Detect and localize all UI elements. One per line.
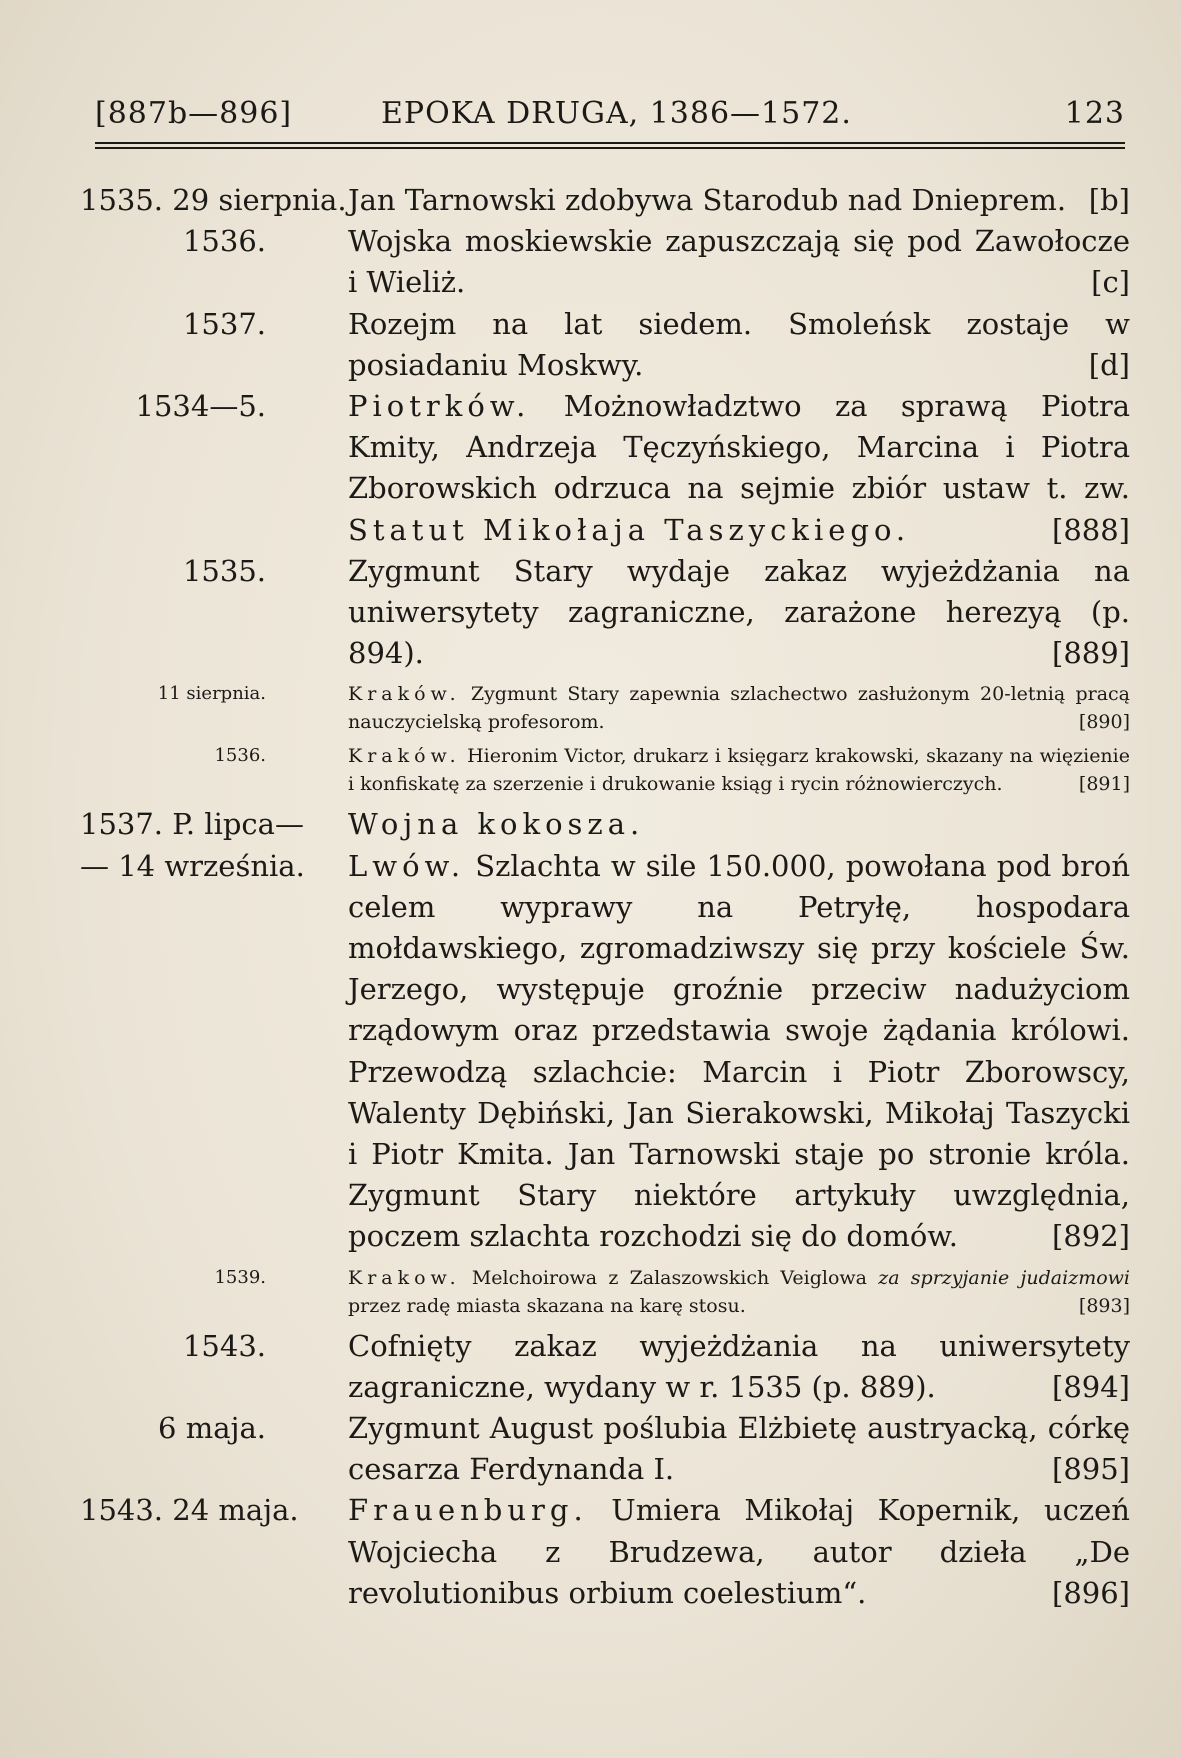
entry-ref: [890] (1078, 711, 1130, 734)
entry-date: 1539. (214, 1266, 266, 1288)
header-rule-bottom (95, 147, 1125, 149)
running-header (95, 96, 1125, 136)
entry-date: 1535. 29 sierpnia. (80, 183, 347, 217)
entry-date: 6 maja. (158, 1411, 266, 1446)
entry-ref: [895] (1052, 1452, 1130, 1487)
entry-date: 1535. (182, 553, 266, 588)
chronology-entry (80, 221, 1130, 303)
entry-text: Frauenburg. Umiera Mikołaj Kopernik, uczeń Wojciecha z Brudzewa, autor dzieła „De revolutionibus orbium coelestium“. [896] (348, 1490, 1130, 1614)
entry-place: Krakow. (348, 1266, 461, 1289)
entry-ref: [889] (1052, 636, 1130, 671)
chronology-entry (80, 1326, 1130, 1408)
entry-date: — 14 września. (80, 848, 305, 883)
entry-date: 1543. 24 maja. (80, 1493, 299, 1528)
chronology-entry (80, 304, 1130, 386)
entry-text (348, 804, 1130, 845)
entry-date: 1536. (182, 224, 266, 259)
entry-italic: za sprzyjanie judaizmowi (878, 1266, 1131, 1289)
entry-text: Jan Tarnowski zdobywa Starodub nad Dnieprem. [b] (348, 180, 1130, 221)
entry-place: Frauenburg. (348, 1493, 588, 1528)
chronology-entry (80, 804, 1130, 845)
entry-ref: [d] (1088, 347, 1130, 382)
entry-ref: [c] (1091, 265, 1130, 300)
chronology-entry (80, 1408, 1130, 1490)
entry-text: Zygmunt Stary wydaje zakaz wyjeżdżania na uniwersytety zagraniczne, zarażone herezyą (p. 894). [889] (348, 551, 1130, 675)
entry-place: Kraków. (348, 683, 461, 706)
entry-ref: [892] (1052, 1219, 1130, 1254)
entry-text: Krakow. Melchoirowa z Zalaszowskich Veiglowa za sprzyjanie judaizmowi przez radę miasta skazana na karę stosu. [893] (348, 1264, 1130, 1320)
chronology-entry (80, 1264, 1130, 1320)
entry-date: 1536. (214, 745, 266, 767)
entry-text: Zygmunt August poślubia Elżbietę austryacką, córkę cesarza Ferdynanda I. [895] (348, 1408, 1130, 1490)
entry-place: Kraków. (348, 745, 461, 768)
entry-text: Kraków. Hieronim Victor, drukarz i księgarz krakowski, skazany na więzienie i konfiskatę za szerzenie i drukowanie ksiąg i rycin różnowierczych. [891] (348, 742, 1130, 798)
entry-place: Lwów. (348, 848, 466, 883)
entry-text: Rozejm na lat siedem. Smoleńsk zostaje w posiadaniu Moskwy. [d] (348, 304, 1130, 386)
entry-ref: [891] (1078, 773, 1130, 796)
chronology-entry (80, 180, 1130, 221)
chronology-entries (80, 180, 1130, 1614)
entry-ref: [888] (1052, 512, 1130, 547)
entry-text: Lwów. Szlachta w sile 150.000, powołana pod broń celem wyprawy na Petryłę, hospodara mołdawskiego, zgromadziwszy się przy kościele Św. Jerzego, występuje groźnie przeciw nadużyciom rządowym oraz przedstawia swoje żądania królowi. Przewodzą szlachcie: Marcin i Piotr Zborowscy, Walenty Dębiński, Jan Sierakowski, Mikołaj Taszycki i Piotr Kmita. Jan Tarnowski staje po stronie króla. Zygmunt Stary niektóre artykuły uwzględnia, poczem szlachta rozchodzi się do domów. [892] (348, 846, 1130, 1258)
entry-text: Wojska moskiewskie zapuszczają się pod Zawołocze i Wieliż. [c] (348, 221, 1130, 303)
entry-date: 1534—5. (135, 389, 266, 424)
header-title: EPOKA DRUGA, 1386—1572. (381, 96, 852, 131)
entry-ref: [896] (1052, 1575, 1130, 1610)
header-range: [887b—896] (95, 96, 293, 131)
entry-date: 1543. (182, 1328, 266, 1363)
entry-date: 1537. (182, 306, 266, 341)
chronology-entry (80, 846, 1130, 1258)
entry-text: Kraków. Zygmunt Stary zapewnia szlachectwo zasłużonym 20-letnią pracą nauczycielską profesorom. [890] (348, 680, 1130, 736)
entry-date: 11 sierpnia. (157, 683, 266, 705)
chronology-entry (80, 386, 1130, 551)
page-number: 123 (1064, 96, 1125, 131)
entry-place: Piotrków. (348, 389, 531, 424)
chronology-entry (80, 1490, 1130, 1614)
chronology-entry (80, 742, 1130, 798)
chronology-entry (80, 551, 1130, 675)
entry-ref: [893] (1078, 1294, 1130, 1317)
chronology-entry (80, 680, 1130, 736)
entry-emphasis: Wojna kokosza. (348, 807, 645, 842)
entry-text: Piotrków. Możnowładztwo za sprawą Piotra Kmity, Andrzeja Tęczyńskiego, Marcina i Piotra Zborowskich odrzuca na sejmie zbiór ustaw t. zw. Statut Mikołaja Taszyckiego. [888] (348, 386, 1130, 551)
entry-ref: [b] (1088, 183, 1130, 217)
header-rule-top (95, 142, 1125, 144)
entry-date: 1537. P. lipca— (80, 807, 304, 842)
entry-text: Cofnięty zakaz wyjeżdżania na uniwersytety zagraniczne, wydany w r. 1535 (p. 889). [894] (348, 1326, 1130, 1408)
entry-ref: [894] (1052, 1369, 1130, 1404)
entry-emphasis: Statut Mikołaja Taszyckiego. (348, 512, 911, 547)
